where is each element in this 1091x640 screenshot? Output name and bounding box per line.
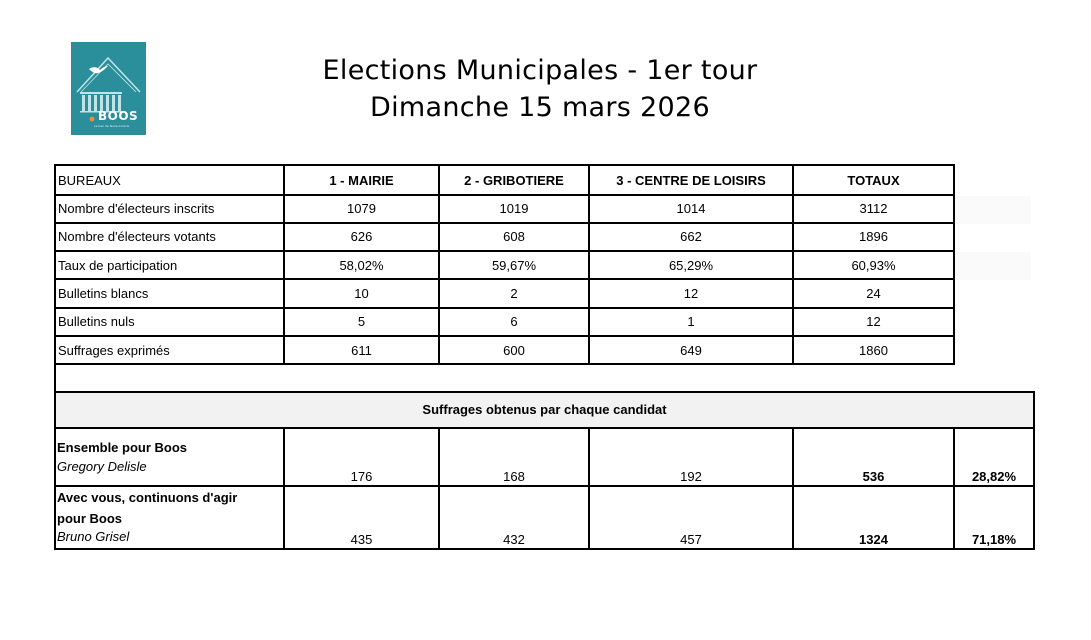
candidate-head-name: Bruno Grisel	[57, 529, 130, 544]
candidate-list-name: Avec vous, continuons d'agir	[57, 490, 238, 505]
table-border	[54, 164, 955, 166]
column-header: 2 - GRIBOTIERE	[464, 173, 564, 188]
table-cell: 649	[680, 343, 702, 358]
table-cell: 1014	[676, 201, 706, 216]
table-cell: 1019	[499, 201, 529, 216]
candidate-total: 1324	[859, 532, 888, 547]
page-subtitle: Dimanche 15 mars 2026	[370, 92, 710, 123]
table-cell: 6	[510, 314, 518, 329]
table-cell: 65,29%	[668, 258, 714, 273]
table-cell: 10	[354, 286, 369, 301]
table-border	[54, 164, 56, 550]
table-border	[54, 427, 1035, 429]
table-border	[54, 194, 955, 196]
page-title: Elections Municipales - 1er tour	[322, 55, 758, 86]
table-cell: 608	[503, 229, 525, 244]
row-shade	[955, 252, 1031, 280]
row-label: Suffrages exprimés	[58, 343, 170, 358]
table-border	[54, 363, 955, 365]
candidate-list-name: pour Boos	[57, 511, 122, 526]
table-border	[953, 164, 955, 365]
table-cell: 60,93%	[851, 258, 896, 273]
table-cell: 432	[503, 532, 525, 547]
table-border	[54, 250, 955, 252]
row-label: Bulletins blancs	[58, 286, 149, 301]
table-cell: 611	[351, 343, 372, 358]
logo-tagline: Le ban de Noire-Amoris	[94, 124, 130, 128]
candidate-list-name: Ensemble pour Boos	[57, 440, 188, 455]
table-cell: 176	[350, 469, 373, 484]
table-cell: 168	[503, 469, 525, 484]
table-border	[1033, 391, 1035, 550]
candidate-percent: 71,18%	[971, 532, 1017, 547]
table-cell: 12	[683, 286, 699, 301]
table-border	[54, 391, 1035, 393]
table-cell: 457	[680, 532, 702, 547]
table-cell: 3112	[859, 201, 888, 216]
row-label: Nombre d'électeurs votants	[58, 229, 216, 244]
table-cell: 5	[357, 314, 366, 329]
column-header: 3 - CENTRE DE LOISIRS	[616, 173, 766, 188]
row-label: Bulletins nuls	[58, 314, 135, 329]
table-border	[54, 335, 955, 337]
candidate-total: 536	[862, 469, 885, 484]
candidate-head-name: Gregory Delisle	[57, 459, 147, 474]
candidate-percent: 28,82%	[971, 469, 1017, 484]
table-corner-label: BUREAUX	[58, 173, 121, 188]
table-cell: 2	[510, 286, 518, 301]
table-cell: 58,02%	[339, 258, 384, 273]
candidates-header: Suffrages obtenus par chaque candidat	[422, 402, 667, 417]
table-cell: 1079	[347, 201, 376, 216]
table-border	[54, 485, 1035, 487]
column-header: TOTAUX	[847, 173, 900, 188]
table-cell: 600	[503, 343, 525, 358]
table-cell: 435	[350, 532, 373, 547]
boos-logo	[71, 42, 146, 135]
table-cell: 626	[350, 229, 373, 244]
table-border	[54, 222, 955, 224]
row-shade	[955, 196, 1031, 224]
table-border	[54, 278, 955, 280]
table-cell: 59,67%	[491, 258, 537, 273]
table-border	[54, 307, 955, 309]
table-cell: 24	[866, 286, 881, 301]
table-cell: 192	[680, 469, 702, 484]
row-label: Nombre d'électeurs inscrits	[58, 201, 215, 216]
column-header: 1 - MAIRIE	[329, 173, 394, 188]
table-cell: 12	[866, 314, 881, 329]
logo-wordmark: BOOS	[98, 109, 139, 123]
table-border	[54, 548, 1035, 550]
row-label: Taux de participation	[58, 258, 178, 273]
table-cell: 662	[680, 229, 702, 244]
table-cell: 1896	[859, 229, 888, 244]
table-cell: 1	[687, 314, 695, 329]
table-cell: 1860	[859, 343, 888, 358]
